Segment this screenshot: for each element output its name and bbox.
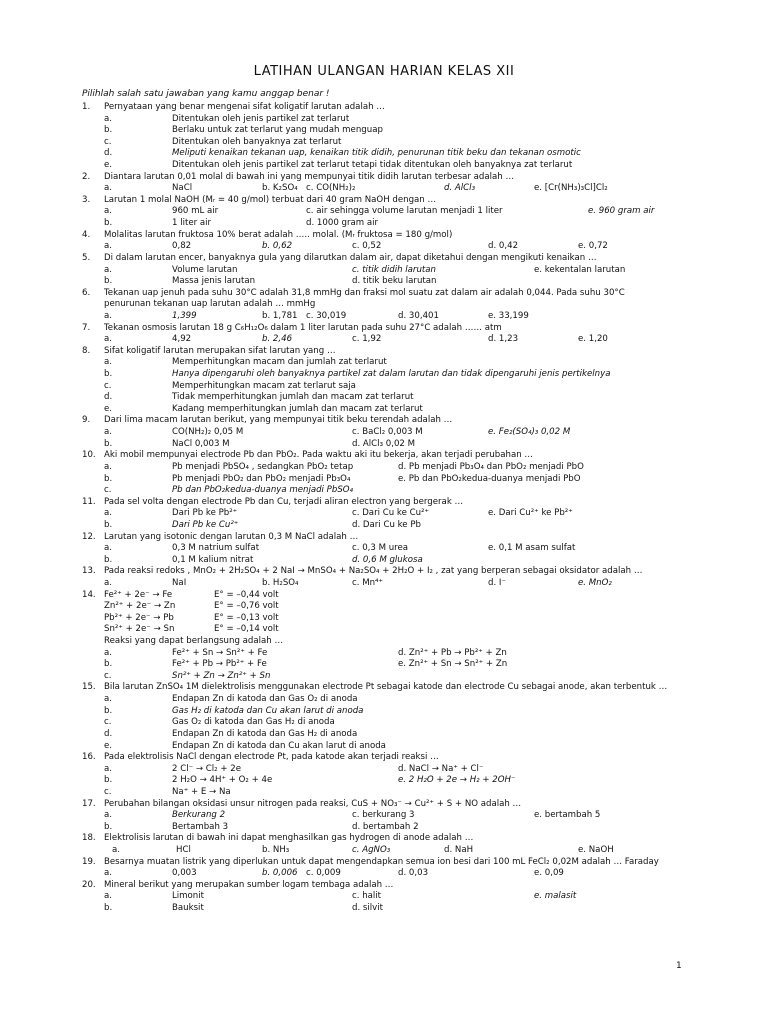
text-segment: d. AlCl₃ 0,02 M xyxy=(352,438,416,449)
page-number: 1 xyxy=(676,961,682,971)
text-line xyxy=(0,868,768,880)
text-segment: e. malasit xyxy=(534,891,577,902)
text-segment: 15. xyxy=(82,682,96,693)
text-line xyxy=(0,415,768,427)
text-segment: Pb menjadi PbSO₄ , sedangkan PbO₂ tetap xyxy=(172,461,354,472)
text-segment: c. 0,52 xyxy=(352,241,382,252)
text-segment: b. xyxy=(104,125,113,136)
text-segment: Pada reaksi redoks , MnO₂ + 2H₂SO₄ + 2 NaI → MnSO₄ + Na₂SO₄ + 2H₂O + I₂ , zat yang berperan sebagai oksidator adalah … xyxy=(104,566,643,577)
text-segment: b. xyxy=(104,903,113,914)
text-segment: e. 2 H₂O + 2e → H₂ + 2OH⁻ xyxy=(398,775,516,786)
text-line xyxy=(0,590,768,602)
text-segment: Tidak memperhitungkan jumlah dan macam zat terlarut xyxy=(172,392,414,403)
text-segment: d. xyxy=(104,148,113,159)
text-segment: c. 0,009 xyxy=(306,868,341,879)
text-segment: E° = –0,44 volt xyxy=(214,589,279,600)
text-segment: a. xyxy=(104,694,112,705)
text-segment: Hanya dipengaruhi oleh banyaknya partikel zat dalam larutan dan tidak dipengaruhi jenis pertikelnya xyxy=(172,369,611,380)
text-segment: d. silvit xyxy=(352,903,384,914)
text-segment: Sn²⁺ + Zn → Zn²⁺ + Sn xyxy=(172,670,271,681)
text-line xyxy=(0,648,768,660)
text-segment: Meliputi kenaikan tekanan uap, kenaikan titik didih, penurunan titik beku dan tekanan osmotic xyxy=(172,148,581,159)
text-segment: Bauksit xyxy=(172,903,204,914)
text-segment: Pb dan PbO₂kedua-duanya menjadi PbSO₄ xyxy=(172,485,353,496)
text-line xyxy=(0,682,768,694)
text-line xyxy=(0,462,768,474)
text-line xyxy=(0,694,768,706)
text-segment: a. xyxy=(104,763,112,774)
text-segment: c. xyxy=(104,670,112,681)
text-line xyxy=(0,775,768,787)
text-line xyxy=(0,845,768,857)
text-segment: e. kekentalan larutan xyxy=(534,264,626,275)
text-segment: 1 liter air xyxy=(172,218,212,229)
text-segment: Na⁺ + E → Na xyxy=(172,786,231,797)
text-line xyxy=(0,369,768,381)
text-segment: c. titik didih larutan xyxy=(352,264,436,275)
text-segment: 16. xyxy=(82,752,96,763)
text-segment: Endapan Zn di katoda dan Cu akan larut di anoda xyxy=(172,740,386,751)
text-line xyxy=(0,787,768,799)
text-segment: Fe²⁺ + Pb → Pb²⁺ + Fe xyxy=(172,659,267,670)
text-line xyxy=(0,125,768,137)
text-segment: Dari Pb ke Cu²⁺ xyxy=(172,519,239,530)
text-segment: d. 0,42 xyxy=(488,241,519,252)
text-segment: Memperhitungkan macam zat terlarut saja xyxy=(172,380,356,391)
text-segment: Aki mobil mempunyai electrode Pb dan PbO₂. Pada waktu aki itu bekerja, akan terjadi perubahan … xyxy=(104,450,533,461)
text-segment: 2 Cl⁻ → Cl₂ + 2e xyxy=(172,763,242,774)
text-line xyxy=(0,497,768,509)
text-segment: b. 0,006 xyxy=(262,868,298,879)
text-segment: d. 1,23 xyxy=(488,334,519,345)
text-line xyxy=(0,311,768,323)
text-segment: a. xyxy=(104,113,112,124)
text-segment: d. 0,6 M glukosa xyxy=(352,554,423,565)
text-segment: b. xyxy=(104,369,113,380)
text-segment: HCl xyxy=(176,845,191,855)
text-segment: a. xyxy=(104,810,112,821)
text-line xyxy=(0,671,768,683)
text-segment: e. Dari Cu²⁺ ke Pb²⁺ xyxy=(488,508,573,519)
text-segment: b. 0,62 xyxy=(262,241,293,252)
text-segment: 5. xyxy=(82,252,91,263)
text-segment: 10. xyxy=(82,450,96,461)
text-line xyxy=(0,288,768,300)
text-segment: b. 1,781 xyxy=(262,310,298,321)
text-segment: 7. xyxy=(82,322,91,333)
question-list xyxy=(0,102,768,915)
text-segment: b. xyxy=(104,276,113,287)
text-segment: Fe²⁺ + 2e⁻ → Fe xyxy=(104,589,173,600)
text-segment: e. 0,1 M asam sulfat xyxy=(488,543,576,554)
text-line xyxy=(0,613,768,625)
text-line xyxy=(0,520,768,532)
text-segment: d. Pb menjadi Pb₃O₄ dan PbO₂ menjadi PbO xyxy=(398,461,584,472)
text-segment: Pb²⁺ + 2e⁻ → Pb xyxy=(104,612,174,623)
text-line xyxy=(0,485,768,497)
text-segment: d. bertambah 2 xyxy=(352,821,419,832)
text-line xyxy=(0,659,768,671)
text-segment: d. xyxy=(104,728,113,739)
text-segment: b. xyxy=(104,554,113,565)
text-segment: 960 mL air xyxy=(172,206,219,217)
text-segment: Diantara larutan 0,01 molal di bawah ini yang mempunyai titik didih larutan terbesar adalah … xyxy=(104,171,515,182)
text-line xyxy=(0,764,768,776)
text-segment: a. xyxy=(104,310,112,321)
text-segment: 19. xyxy=(82,856,96,867)
text-line xyxy=(0,172,768,184)
text-segment: penurunan tekanan uap larutan adalah … mmHg xyxy=(104,299,316,310)
text-segment: d. Zn²⁺ + Pb → Pb²⁺ + Zn xyxy=(398,647,507,658)
text-segment: e. Fe₂(SO₄)₃ 0,02 M xyxy=(488,427,571,438)
text-line xyxy=(0,148,768,160)
text-segment: c. xyxy=(104,717,112,728)
text-segment: 20. xyxy=(82,879,96,890)
text-segment: Tekanan osmosis larutan 18 g C₆H₁₂O₆ dalam 1 liter larutan pada suhu 27°C adalah …… atm xyxy=(104,322,502,333)
text-line xyxy=(0,241,768,253)
text-segment: c. berkurang 3 xyxy=(352,810,415,821)
text-segment: c. Dari Cu ke Cu²⁺ xyxy=(352,508,430,519)
text-line xyxy=(0,439,768,451)
text-line xyxy=(0,752,768,764)
text-segment: e. 0,09 xyxy=(534,868,564,879)
text-segment: 6. xyxy=(82,287,91,298)
text-segment: d. 30,401 xyxy=(398,310,439,321)
text-segment: Berlaku untuk zat terlarut yang mudah menguap xyxy=(172,125,383,136)
text-segment: Perubahan bilangan oksidasi unsur nitrogen pada reaksi, CuS + NO₃⁻ → Cu²⁺ + S + NO adalah … xyxy=(104,798,522,809)
text-line xyxy=(0,427,768,439)
text-segment: d. 1000 gram air xyxy=(306,218,379,229)
text-segment: a. xyxy=(104,264,112,275)
text-segment: Bila larutan ZnSO₄ 1M dielektrolisis menggunakan electrode Pt sebagai katode dan electrode Cu sebagai anode, akan terbentuk … xyxy=(104,682,668,693)
text-segment: a. xyxy=(104,427,112,438)
text-segment: Memperhitungkan macam dan jumlah zat terlarut xyxy=(172,357,387,368)
text-line xyxy=(0,555,768,567)
text-segment: Ditentukan oleh banyaknya zat terlarut xyxy=(172,136,342,147)
text-segment: e. NaOH xyxy=(578,845,614,855)
text-line xyxy=(0,601,768,613)
text-segment: E° = –0,14 volt xyxy=(214,624,279,635)
text-segment: Pada sel volta dengan electrode Pb dan Cu, terjadi aliran electron yang bergerak … xyxy=(104,496,464,507)
text-segment: Bertambah 3 xyxy=(172,821,229,832)
text-line xyxy=(0,230,768,242)
text-segment: d. I⁻ xyxy=(488,577,506,588)
text-line xyxy=(0,253,768,265)
text-segment: 2 H₂O → 4H⁺ + O₂ + 4e xyxy=(172,775,273,786)
text-line xyxy=(0,532,768,544)
text-segment: Gas H₂ di katoda dan Cu akan larut di anoda xyxy=(172,705,364,716)
text-segment: a. xyxy=(104,206,112,217)
text-segment: Pada elektrolisis NaCl dengan electrode Pt, pada katode akan terjadi reaksi … xyxy=(104,752,439,763)
text-line xyxy=(0,508,768,520)
text-segment: 0,003 xyxy=(172,868,197,879)
text-segment: e. Pb dan PbO₂kedua-duanya menjadi PbO xyxy=(398,473,581,484)
text-segment: Dari Pb ke Pb²⁺ xyxy=(172,508,238,519)
text-segment: e. 960 gram air xyxy=(588,206,655,217)
text-segment: b. NH₃ xyxy=(262,845,290,855)
text-segment: a. xyxy=(104,461,112,472)
text-segment: a. xyxy=(104,577,112,588)
text-segment: a. xyxy=(112,845,120,855)
text-segment: e. Zn²⁺ + Sn → Sn²⁺ + Zn xyxy=(398,659,508,670)
text-segment: 4. xyxy=(82,229,91,240)
text-line xyxy=(0,729,768,741)
text-line xyxy=(0,578,768,590)
text-segment: c. CO(NH₂)₂ xyxy=(306,183,356,194)
text-segment: b. xyxy=(104,659,113,670)
text-segment: 12. xyxy=(82,531,96,542)
text-segment: Besarnya muatan listrik yang diperlukan untuk dapat mengendapkan semua ion besi dari 100 mL FeCl₂ 0,02M adalah … Faraday xyxy=(104,856,659,867)
text-segment: e. xyxy=(104,160,113,171)
text-segment: Kadang memperhitungkan jumlah dan macam zat terlarut xyxy=(172,403,423,414)
text-segment: e. xyxy=(104,403,113,414)
text-segment: 8. xyxy=(82,345,91,356)
text-segment: Gas O₂ di katoda dan Gas H₂ di anoda xyxy=(172,717,335,728)
text-segment: e. 33,199 xyxy=(488,310,529,321)
text-segment: b. 2,46 xyxy=(262,334,293,345)
text-segment: Reaksi yang dapat berlangsung adalah … xyxy=(104,636,284,647)
text-segment: c. xyxy=(104,485,112,496)
text-segment: Fe²⁺ + Sn → Sn²⁺ + Fe xyxy=(172,647,268,658)
text-segment: b. xyxy=(104,438,113,449)
text-segment: Endapan Zn di katoda dan Gas O₂ di anoda xyxy=(172,694,358,705)
text-segment: Pernyataan yang benar mengenai sifat koligatif larutan adalah … xyxy=(104,102,385,112)
text-segment: d. NaCl → Na⁺ + Cl⁻ xyxy=(398,763,484,774)
text-segment: e. [Cr(NH₃)₃Cl]Cl₂ xyxy=(534,183,608,194)
text-segment: Sn²⁺ + 2e⁻ → Sn xyxy=(104,624,175,635)
text-segment: 9. xyxy=(82,415,91,426)
text-segment: a. xyxy=(104,543,112,554)
text-line xyxy=(0,822,768,834)
text-segment: E° = –0,13 volt xyxy=(214,612,279,623)
text-segment: 14. xyxy=(82,589,96,600)
text-segment: Berkurang 2 xyxy=(172,810,226,821)
text-line xyxy=(0,276,768,288)
text-segment: Endapan Zn di katoda dan Gas H₂ di anoda xyxy=(172,728,358,739)
text-segment: a. xyxy=(104,647,112,658)
page-title: LATIHAN ULANGAN HARIAN KELAS XII xyxy=(253,64,515,79)
text-line xyxy=(0,114,768,126)
text-segment: NaCl xyxy=(172,183,193,194)
text-segment: 18. xyxy=(82,833,96,844)
text-segment: c. xyxy=(104,786,112,797)
text-line xyxy=(0,218,768,230)
text-line xyxy=(0,857,768,869)
text-segment: Mineral berikut yang merupakan sumber logam tembaga adalah … xyxy=(104,879,394,890)
text-segment: e. xyxy=(104,740,113,751)
text-segment: e. bertambah 5 xyxy=(534,810,601,821)
text-segment: c. 30,019 xyxy=(306,310,347,321)
instruction-text: Pilihlah salah satu jawaban yang kamu anggap benar ! xyxy=(82,89,330,99)
text-line xyxy=(0,891,768,903)
text-line xyxy=(0,265,768,277)
text-segment: b. xyxy=(104,519,113,530)
text-segment: 1,399 xyxy=(172,310,197,321)
text-segment: Molalitas larutan fruktosa 10% berat adalah ….. molal. (Mᵣ fruktosa = 180 g/mol) xyxy=(104,229,453,240)
text-line xyxy=(0,880,768,892)
text-line xyxy=(0,404,768,416)
text-line xyxy=(0,323,768,335)
text-line xyxy=(0,299,768,311)
text-segment: c. 1,92 xyxy=(352,334,382,345)
text-segment: Ditentukan oleh jenis partikel zat terlarut tetapi tidak ditentukan oleh banyaknya zat terlarut xyxy=(172,160,573,171)
text-line xyxy=(0,357,768,369)
text-segment: d. titik beku larutan xyxy=(352,276,437,287)
text-segment: a. xyxy=(104,183,112,194)
text-line xyxy=(0,717,768,729)
text-line xyxy=(0,566,768,578)
text-segment: 3. xyxy=(82,194,91,205)
text-segment: d. NaH xyxy=(444,845,474,855)
text-line xyxy=(0,102,768,114)
text-line xyxy=(0,381,768,393)
text-segment: Larutan 1 molal NaOH (Mᵣ = 40 g/mol) terbuat dari 40 gram NaOH dengan … xyxy=(104,194,437,205)
text-segment: CO(NH₂)₂ 0,05 M xyxy=(172,427,244,438)
text-segment: Pb menjadi PbO₂ dan PbO₂ menjadi Pb₃O₄ xyxy=(172,473,351,484)
text-segment: 0,3 M natrium sulfat xyxy=(172,543,260,554)
text-segment: Di dalam larutan encer, banyaknya gula yang dilarutkan dalam air, dapat diketahui dengan mengikuti kenaikan … xyxy=(104,252,597,263)
text-segment: 4,92 xyxy=(172,334,192,345)
text-segment: e. 0,72 xyxy=(578,241,608,252)
text-segment: E° = –0,76 volt xyxy=(214,601,279,612)
text-segment: 0,82 xyxy=(172,241,192,252)
text-segment: c. BaCl₂ 0,003 M xyxy=(352,427,423,438)
text-segment: a. xyxy=(104,508,112,519)
text-line xyxy=(0,706,768,718)
text-segment: NaI xyxy=(172,577,187,588)
text-segment: Tekanan uap jenuh pada suhu 30°C adalah 31,8 mmHg dan fraksi mol suatu zat dalam air adalah 0,044. Pada suhu 30°C xyxy=(104,287,625,298)
text-segment: d. 0,03 xyxy=(398,868,429,879)
text-segment: d. AlCl₃ xyxy=(444,183,476,194)
text-segment: a. xyxy=(104,334,112,345)
text-line xyxy=(0,543,768,555)
text-segment: b. xyxy=(104,473,113,484)
text-segment: c. Mn⁴⁺ xyxy=(352,577,384,588)
text-segment: b. xyxy=(104,775,113,786)
text-segment: d. Dari Cu ke Pb xyxy=(352,519,421,530)
text-segment: 13. xyxy=(82,566,96,577)
text-segment: 2. xyxy=(82,171,91,182)
text-line xyxy=(0,741,768,753)
text-segment: Zn²⁺ + 2e⁻ → Zn xyxy=(104,601,176,612)
text-line xyxy=(0,833,768,845)
text-segment: a. xyxy=(104,868,112,879)
text-line xyxy=(0,450,768,462)
text-segment: b. xyxy=(104,218,113,229)
text-segment: Sifat koligatif larutan merupakan sifat larutan yang … xyxy=(104,345,336,356)
text-segment: 1. xyxy=(82,102,91,112)
text-segment: b. xyxy=(104,821,113,832)
text-segment: c. air sehingga volume larutan menjadi 1 liter xyxy=(306,206,503,217)
text-segment: Dari lima macam larutan berikut, yang mempunyai titik beku terendah adalah … xyxy=(104,415,453,426)
text-segment: e. MnO₂ xyxy=(578,577,612,588)
text-segment: Larutan yang isotonic dengan larutan 0,3 M NaCl adalah … xyxy=(104,531,359,542)
text-line xyxy=(0,206,768,218)
text-segment: Ditentukan oleh jenis partikel zat terlarut xyxy=(172,113,350,124)
text-line xyxy=(0,346,768,358)
text-segment: b. H₂SO₄ xyxy=(262,577,299,588)
text-segment: b. xyxy=(104,705,113,716)
text-line xyxy=(0,903,768,915)
text-line xyxy=(0,183,768,195)
text-segment: b. K₂SO₄ xyxy=(262,183,298,194)
text-segment: Volume larutan xyxy=(172,264,238,275)
text-segment: Elektrolisis larutan di bawah ini dapat menghasilkan gas hydrogen di anode adalah … xyxy=(104,833,474,844)
text-line xyxy=(0,334,768,346)
text-segment: a. xyxy=(104,241,112,252)
text-line xyxy=(0,636,768,648)
text-segment: e. 1,20 xyxy=(578,334,608,345)
text-line xyxy=(0,195,768,207)
text-segment: c. xyxy=(104,380,112,391)
text-segment: c. xyxy=(104,136,112,147)
text-segment: Limonit xyxy=(172,891,205,902)
text-segment: c. halit xyxy=(352,891,382,902)
text-line xyxy=(0,392,768,404)
text-segment: 17. xyxy=(82,798,96,809)
text-line xyxy=(0,160,768,172)
text-segment: d. xyxy=(104,392,113,403)
text-segment: 11. xyxy=(82,496,96,507)
text-segment: c. AgNO₃ xyxy=(352,845,391,855)
text-line xyxy=(0,624,768,636)
text-line xyxy=(0,474,768,486)
text-segment: Massa jenis larutan xyxy=(172,276,256,287)
text-segment: NaCl 0,003 M xyxy=(172,438,230,449)
text-segment: 0,1 M kalium nitrat xyxy=(172,554,254,565)
text-line xyxy=(0,799,768,811)
text-segment: a. xyxy=(104,891,112,902)
text-line xyxy=(0,137,768,149)
text-segment: c. 0,3 M urea xyxy=(352,543,409,554)
text-line xyxy=(0,810,768,822)
text-segment: a. xyxy=(104,357,112,368)
